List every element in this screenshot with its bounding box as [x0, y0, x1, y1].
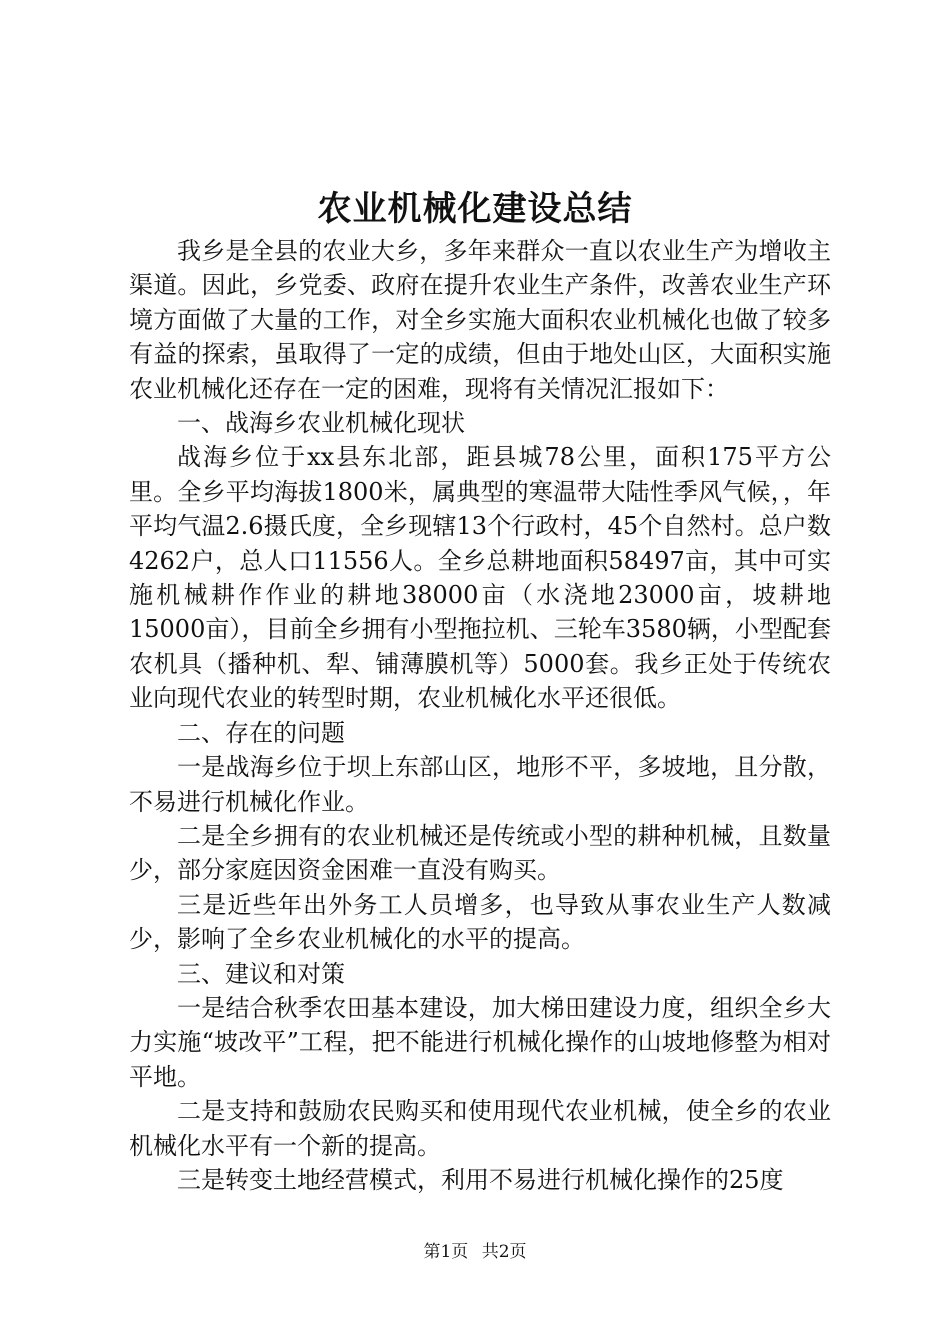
intro-paragraph: 我乡是全县的农业大乡，多年来群众一直以农业生产为增收主渠道。因此，乡党委、政府在提升农业生产条件，改善农业生产环境方面做了大量的工作，对全乡实施大面积农业机械化也做了较多有益的探索，虽取得了一定的成绩，但由于地处山区，大面积实施农业机械化还存在一定的困难，现将有关情况汇报如下： [129, 237, 831, 403]
suggestion-paragraph-3: 三是转变土地经营模式，利用不易进行机械化操作的25度 [177, 1165, 784, 1194]
problem-paragraph-1: 一是战海乡位于坝上东部山区，地形不平，多坡地，且分散，不易进行机械化作业。 [129, 753, 831, 816]
section-heading-status: 一、战海乡农业机械化现状 [177, 409, 465, 438]
status-paragraph: 战海乡位于xx县东北部，距县城78公里，面积175平方公里。全乡平均海拔1800米，属典型的寒温带大陆性季风气候，，年平均气温2.6摄氏度，全乡现辖13个行政村，45个自然村。总户数4262户，总人口11556人。全乡总耕地面积58497亩，其中可实施机械耕作作业的耕地38000亩（水浇地23000亩，坡耕地15000亩），目前全乡拥有小型拖拉机、三轮车3580辆，小型配套农机具（播种机、犁、铺薄膜机等）5000套。我乡正处于传统农业向现代农业的转型时期，农业机械化水平还很低。 [129, 443, 831, 713]
page-footer [0, 1240, 950, 1264]
document-body [129, 234, 831, 1197]
page-number-total: 共2页 [481, 1242, 527, 1262]
suggestion-paragraph-2: 二是支持和鼓励农民购买和使用现代农业机械，使全乡的农业机械化水平有一个新的提高。 [129, 1097, 831, 1160]
suggestion-paragraph-1: 一是结合秋季农田基本建设，加大梯田建设力度，组织全乡大力实施“坡改平”工程，把不能进行机械化操作的山坡地修整为相对平地。 [129, 993, 831, 1091]
section-heading-problems: 二、存在的问题 [177, 718, 345, 747]
page-number-current: 第1页 [423, 1242, 469, 1262]
section-heading-suggestions: 三、建议和对策 [177, 959, 345, 988]
problem-paragraph-2: 二是全乡拥有的农业机械还是传统或小型的耕种机械，且数量少，部分家庭因资金困难一直没有购买。 [129, 821, 831, 885]
document-title: 农业机械化建设总结 [317, 189, 633, 229]
problem-paragraph-3: 三是近些年出外务工人员增多，也导致从事农业生产人数减少，影响了全乡农业机械化的水平的提高。 [129, 890, 831, 954]
